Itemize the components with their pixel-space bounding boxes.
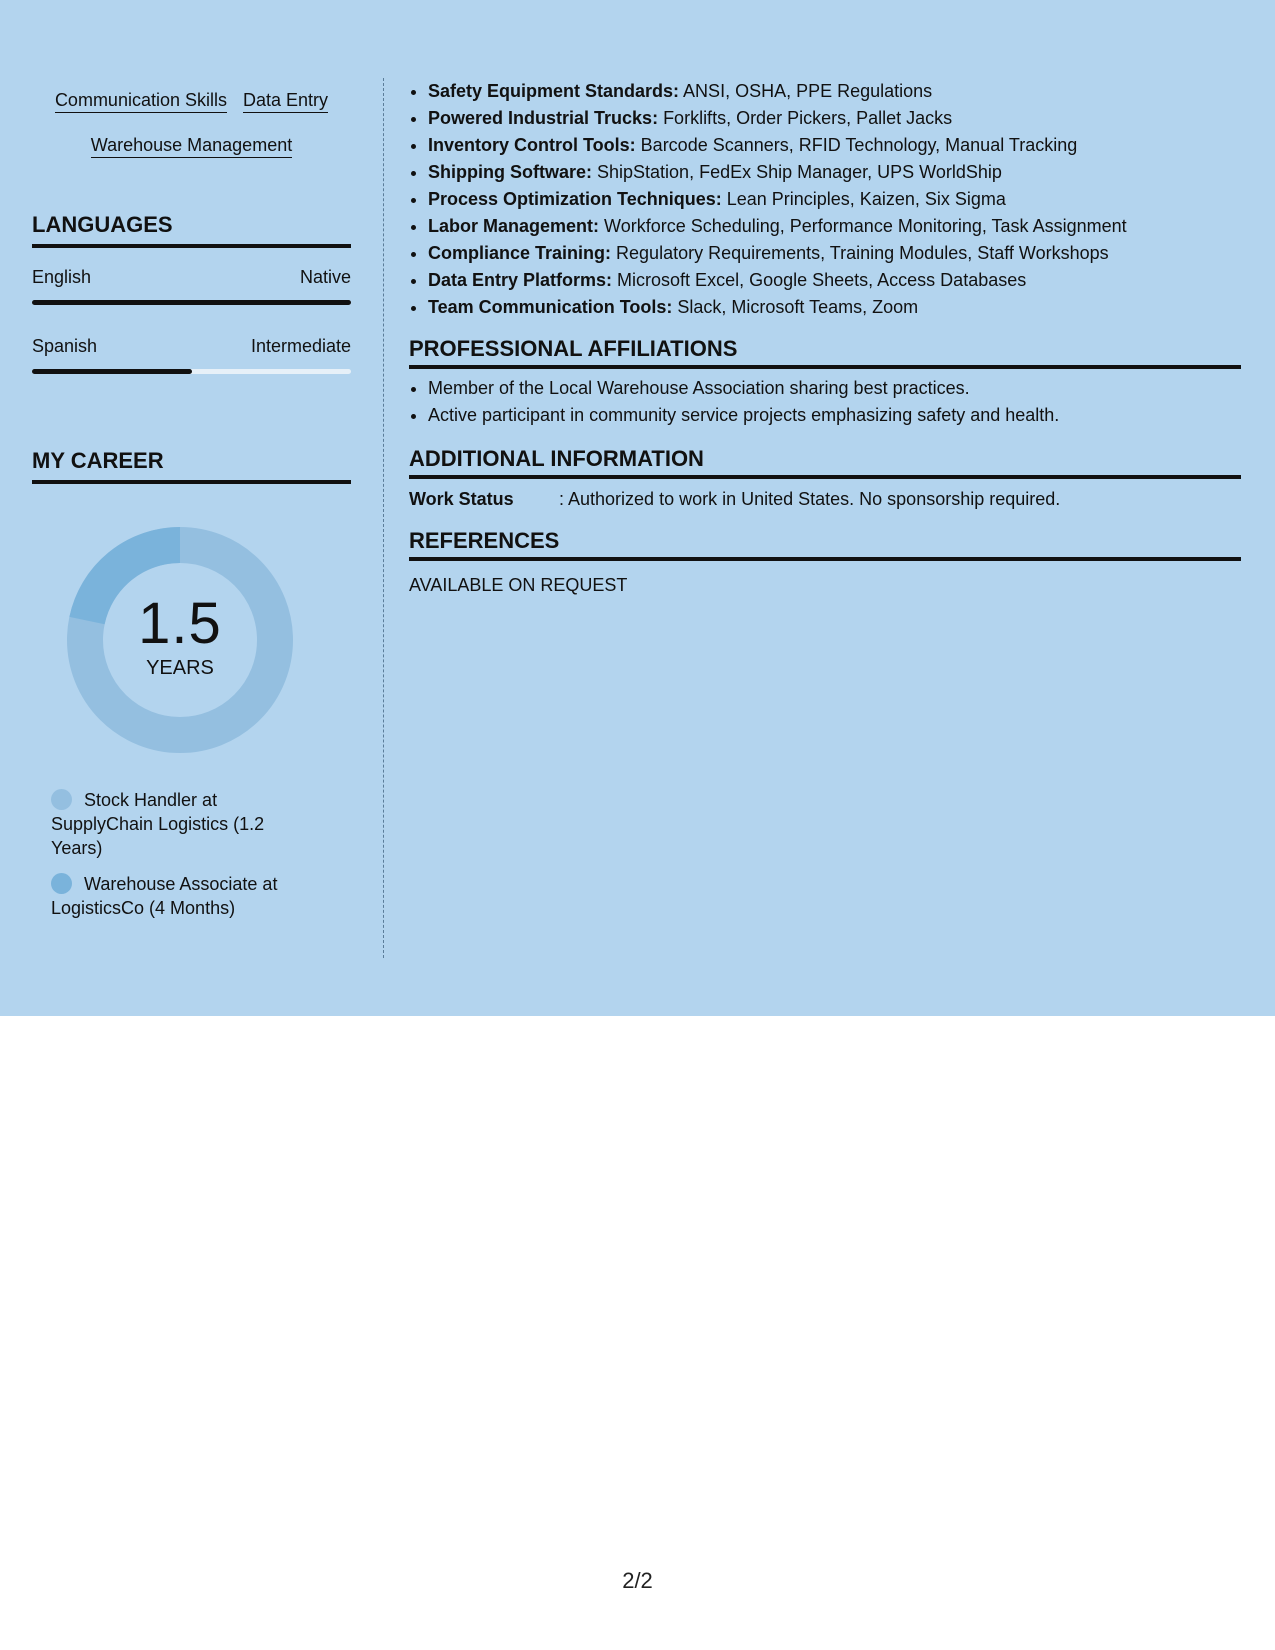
skill-category: Powered Industrial Trucks: bbox=[428, 108, 659, 128]
skill-values: Microsoft Excel, Google Sheets, Access Databases bbox=[612, 270, 1027, 290]
career-total-unit: YEARS bbox=[146, 657, 214, 679]
skill-category: Process Optimization Techniques: bbox=[428, 189, 722, 209]
language-level: Intermediate bbox=[250, 336, 351, 356]
skill-values: Workforce Scheduling, Performance Monitoring, Task Assignment bbox=[599, 216, 1127, 236]
language-bar-fill bbox=[32, 300, 351, 305]
skill-category: Safety Equipment Standards: bbox=[428, 81, 680, 101]
legend-dot-icon bbox=[51, 789, 72, 810]
skill-values: Regulatory Requirements, Training Modules, Staff Workshops bbox=[611, 243, 1109, 263]
career-legend-item bbox=[51, 788, 301, 860]
page-number: 2/2 bbox=[622, 1568, 653, 1593]
language-name: English bbox=[32, 267, 92, 287]
affiliation-item: • Active participant in community service projects emphasizing safety and health. bbox=[428, 402, 1241, 429]
legend-dot-icon bbox=[51, 873, 72, 894]
skills-list-item bbox=[428, 213, 1241, 240]
column-divider bbox=[383, 78, 384, 958]
skill-values: Slack, Microsoft Teams, Zoom bbox=[672, 297, 919, 317]
career-legend-label: Warehouse Associate at LogisticsCo (4 Months) bbox=[51, 874, 278, 918]
skill-category: Labor Management: bbox=[428, 216, 600, 236]
skill-category: Compliance Training: bbox=[428, 243, 612, 263]
languages-heading: LANGUAGES bbox=[32, 212, 351, 248]
references-heading: REFERENCES bbox=[409, 527, 1241, 561]
language-item bbox=[32, 335, 351, 374]
language-bar bbox=[32, 300, 351, 305]
skill-category: Data Entry Platforms: bbox=[428, 270, 613, 290]
language-item bbox=[32, 266, 351, 305]
affiliation-item: • Member of the Local Warehouse Association sharing best practices. bbox=[428, 375, 1241, 402]
affiliations-heading: PROFESSIONAL AFFILIATIONS bbox=[409, 335, 1241, 369]
affiliations-list bbox=[409, 375, 1241, 429]
sidebar bbox=[32, 78, 351, 932]
skills-list-item bbox=[428, 240, 1241, 267]
skill-tags bbox=[32, 78, 351, 168]
references-text: AVAILABLE ON REQUEST bbox=[409, 575, 628, 595]
skill-values: Forklifts, Order Pickers, Pallet Jacks bbox=[658, 108, 953, 128]
career-legend bbox=[32, 788, 351, 920]
skill-tag: Communication Skills bbox=[55, 89, 227, 113]
skill-tag: Warehouse Management bbox=[91, 134, 292, 158]
skills-list-item bbox=[428, 267, 1241, 294]
skills-list-item bbox=[428, 186, 1241, 213]
work-status-label: Work Status bbox=[409, 489, 514, 509]
work-status-row bbox=[409, 487, 1241, 511]
skill-category: Shipping Software: bbox=[428, 162, 592, 182]
career-total-value: 1.5 bbox=[138, 591, 222, 656]
career-heading: MY CAREER bbox=[32, 448, 351, 484]
career-legend-label: Stock Handler at SupplyChain Logistics (1.2 Years) bbox=[51, 790, 265, 858]
language-level: Native bbox=[299, 267, 351, 287]
skill-category: Inventory Control Tools: bbox=[428, 135, 636, 155]
skill-values: ShipStation, FedEx Ship Manager, UPS WorldShip bbox=[592, 162, 1002, 182]
skills-list-item bbox=[428, 294, 1241, 321]
additional-info-heading: ADDITIONAL INFORMATION bbox=[409, 445, 1241, 479]
main-column bbox=[409, 78, 1241, 597]
skill-values: Barcode Scanners, RFID Technology, Manual Tracking bbox=[635, 135, 1078, 155]
skills-list bbox=[409, 78, 1241, 321]
career-total bbox=[66, 526, 294, 754]
career-legend-item bbox=[51, 872, 301, 920]
skills-list-item bbox=[428, 159, 1241, 186]
skills-list-item bbox=[428, 78, 1241, 105]
skill-values: ANSI, OSHA, PPE Regulations bbox=[679, 81, 933, 101]
career-donut-chart bbox=[66, 526, 294, 754]
skill-category: Team Communication Tools: bbox=[428, 297, 673, 317]
skill-values: Lean Principles, Kaizen, Six Sigma bbox=[721, 189, 1006, 209]
skills-list-item bbox=[428, 132, 1241, 159]
skill-tag: Data Entry bbox=[243, 89, 328, 113]
language-bar bbox=[32, 369, 351, 374]
language-name: Spanish bbox=[32, 336, 98, 356]
language-bar-fill bbox=[32, 369, 192, 374]
work-status-value: : Authorized to work in United States. No sponsorship required. bbox=[559, 489, 1061, 509]
skills-list-item bbox=[428, 105, 1241, 132]
